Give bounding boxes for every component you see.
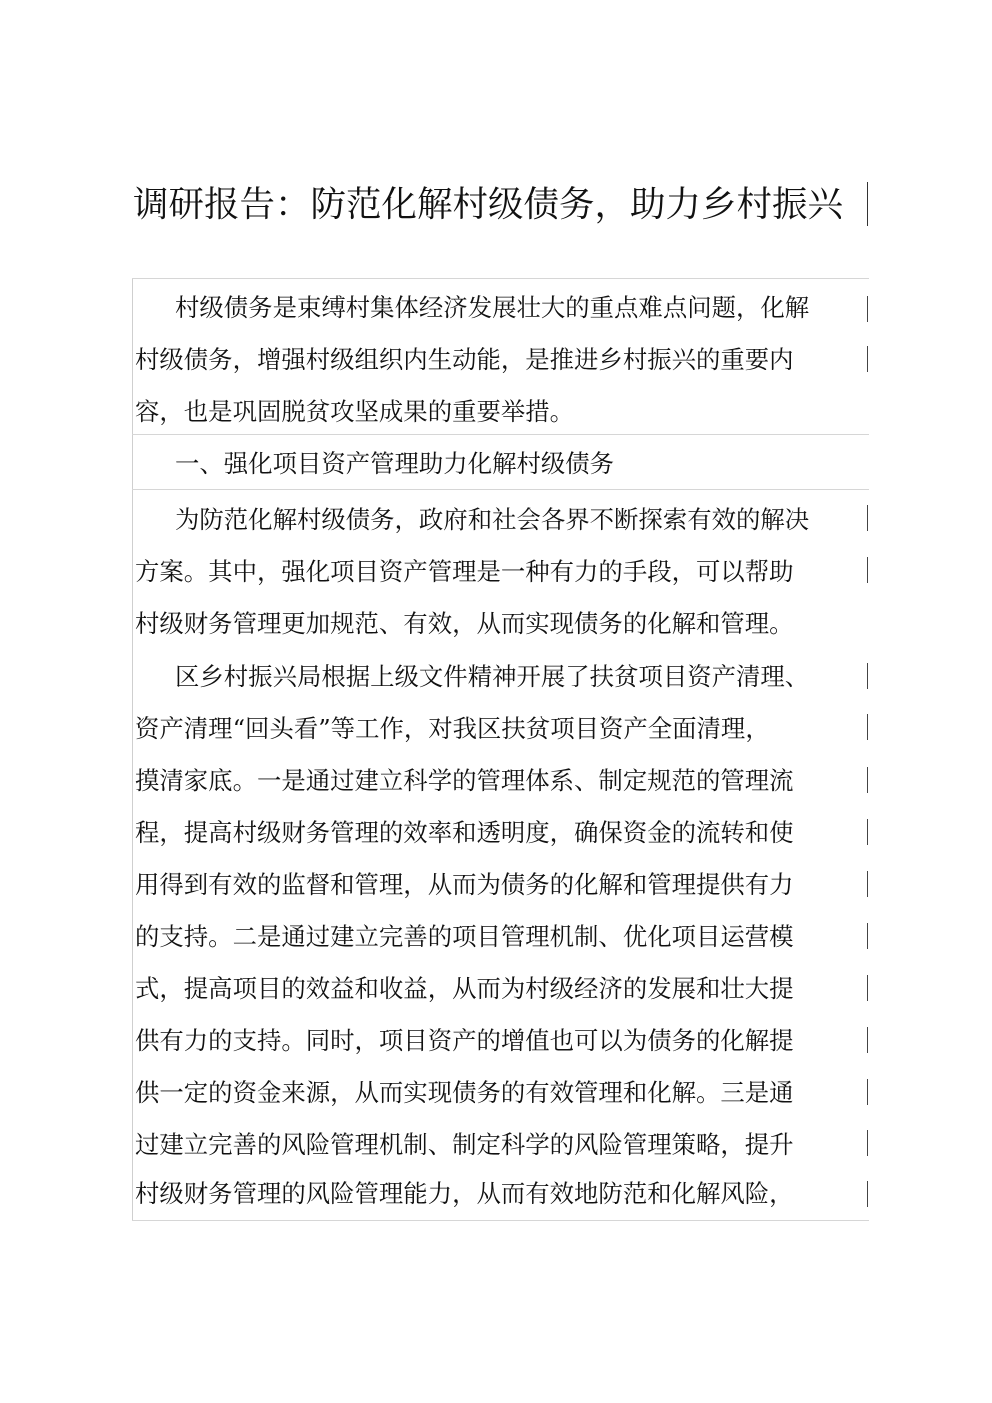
line-end-mark <box>867 505 868 531</box>
paragraph-line: 区乡村振兴局根据上级文件精神开展了扶贫项目资产清理、 <box>175 662 810 691</box>
paragraph-line: 方案。其中，强化项目资产管理是一种有力的手段，可以帮助 <box>135 557 794 586</box>
line-end-mark <box>867 975 868 1001</box>
paragraph-line: 村级债务，增强村级组织内生动能，是推进乡村振兴的重要内 <box>135 345 794 374</box>
line-end-mark <box>867 346 868 372</box>
paragraph-line: 供一定的资金来源，从而实现债务的有效管理和化解。三是通 <box>135 1078 794 1107</box>
paragraph-line: 用得到有效的监督和管理，从而为债务的化解和管理提供有力 <box>135 870 794 899</box>
section-heading: 一、强化项目资产管理助力化解村级债务 <box>175 449 615 478</box>
paragraph-line: 容，也是巩固脱贫攻坚成果的重要举措。 <box>135 397 575 426</box>
line-end-mark <box>867 296 868 322</box>
line-end-mark <box>867 1079 868 1105</box>
paragraph-line: 供有力的支持。同时，项目资产的增值也可以为债务的化解提 <box>135 1026 794 1055</box>
paragraph-line: 式，提高项目的效益和收益，从而为村级经济的发展和壮大提 <box>135 974 794 1003</box>
line-end-mark <box>867 663 868 689</box>
line-end-mark <box>867 767 868 793</box>
line-end-mark <box>867 1181 868 1207</box>
line-end-mark <box>867 871 868 897</box>
paragraph-line: 村级财务管理的风险管理能力，从而有效地防范和化解风险， <box>135 1179 794 1208</box>
line-end-mark <box>867 1130 868 1156</box>
line-end-mark <box>867 557 868 583</box>
paragraph-line: 村级财务管理更加规范、有效，从而实现债务的化解和管理。 <box>135 609 794 638</box>
line-end-mark <box>867 819 868 845</box>
divider-top <box>132 278 869 279</box>
line-end-mark <box>867 923 868 949</box>
paragraph-line: 过建立完善的风险管理机制、制定科学的风险管理策略，提升 <box>135 1130 794 1159</box>
divider-bottom <box>132 1220 869 1221</box>
paragraph-line: 资产清理“回头看”等工作，对我区扶贫项目资产全面清理， <box>135 714 770 743</box>
line-end-mark <box>867 714 868 740</box>
line-end-mark <box>867 1027 868 1053</box>
document-title: 调研报告：防范化解村级债务，助力乡村振兴 <box>133 184 844 225</box>
paragraph-line: 程，提高村级财务管理的效率和透明度，确保资金的流转和使 <box>135 818 794 847</box>
paragraph-line: 摸清家底。一是通过建立科学的管理体系、制定规范的管理流 <box>135 766 794 795</box>
paragraph-line: 的支持。二是通过建立完善的项目管理机制、优化项目运营模 <box>135 922 794 951</box>
paragraph-line: 为防范化解村级债务，政府和社会各界不断探索有效的解决 <box>175 505 810 534</box>
text-cursor-mark <box>867 182 868 226</box>
paragraph-line: 村级债务是束缚村集体经济发展壮大的重点难点问题，化解 <box>175 293 810 322</box>
